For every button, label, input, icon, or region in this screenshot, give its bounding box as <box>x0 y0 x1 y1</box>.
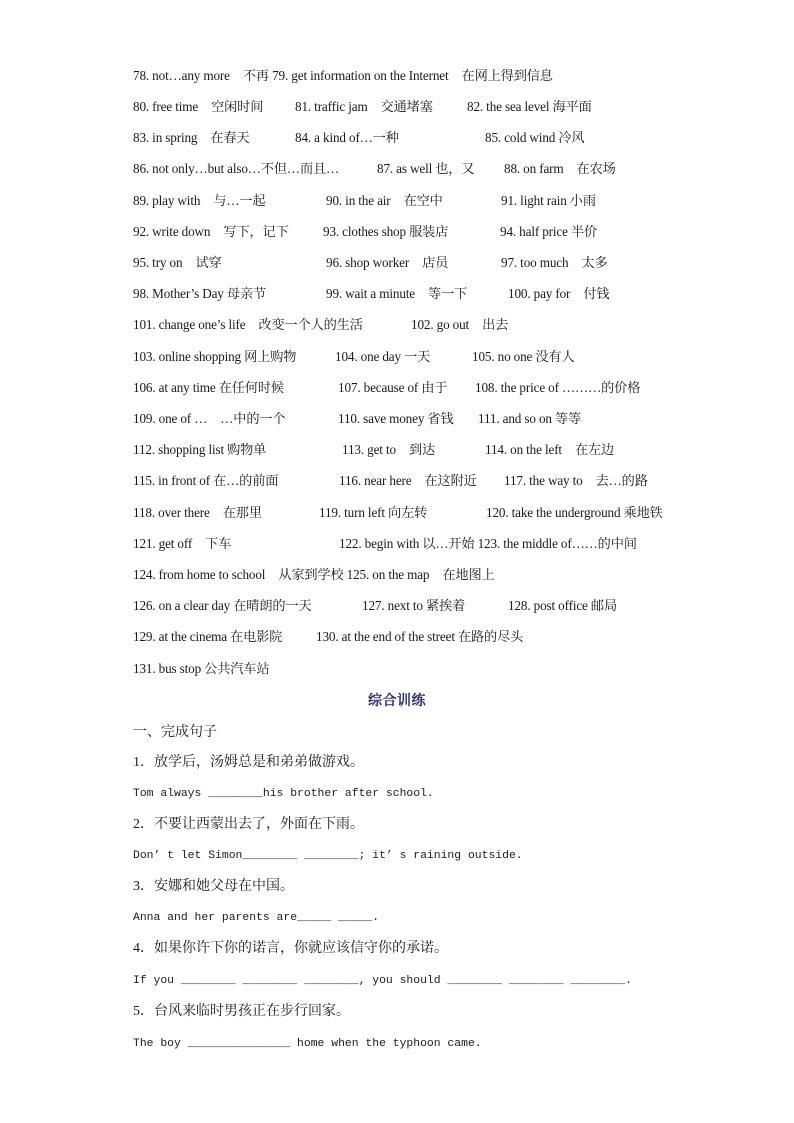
vocab-entry: 92. write down 写下，记下 <box>133 224 289 239</box>
question-english-blank: The boy _______________ home when the typhoon came. <box>133 1038 482 1050</box>
vocab-entry: 120. take the underground 乘地铁 <box>486 505 663 520</box>
vocab-entry: 117. the way to 去…的路 <box>504 473 648 488</box>
vocab-entry: 110. save money 省钱 <box>338 411 454 426</box>
vocab-entry: 78. not…any more 不再 79. get information on the Internet 在网上得到信息 <box>133 68 553 83</box>
vocab-entry: 104. one day 一天 <box>335 349 431 364</box>
vocab-entry: 87. as well 也，又 <box>377 161 475 176</box>
vocab-entry: 122. begin with 以…开始 123. the middle of……的中间 <box>339 536 637 551</box>
vocab-entry: 100. pay for 付钱 <box>508 286 610 301</box>
vocab-entry: 113. get to 到达 <box>342 442 436 457</box>
question-english-blank: Tom always ________his brother after school. <box>133 788 434 800</box>
vocab-entry: 121. get off 下车 <box>133 536 232 551</box>
vocab-entry: 90. in the air 在空中 <box>326 193 443 208</box>
vocab-entry: 82. the sea level 海平面 <box>467 99 592 114</box>
vocab-entry: 105. no one 没有人 <box>472 349 575 364</box>
vocab-entry: 88. on farm 在农场 <box>504 161 616 176</box>
vocab-entry: 128. post office 邮局 <box>508 598 617 613</box>
vocab-entry: 114. on the left 在左边 <box>485 442 615 457</box>
vocab-entry: 98. Mother’s Day 母亲节 <box>133 286 267 301</box>
vocab-entry: 116. near here 在这附近 <box>339 473 477 488</box>
vocab-entry: 107. because of 由于 <box>338 380 448 395</box>
vocab-entry: 106. at any time 在任何时候 <box>133 380 284 395</box>
question-chinese: 5．台风来临时男孩正在步行回家。 <box>133 1004 350 1019</box>
vocab-entry: 89. play with 与…一起 <box>133 193 266 208</box>
vocab-entry: 130. at the end of the street 在路的尽头 <box>316 629 524 644</box>
vocab-entry: 83. in spring 在春天 <box>133 130 250 145</box>
vocab-entry: 127. next to 紧挨着 <box>362 598 466 613</box>
vocab-entry: 91. light rain 小雨 <box>501 193 596 208</box>
vocab-entry: 99. wait a minute 等一下 <box>326 286 468 301</box>
question-chinese: 3．安娜和她父母在中国。 <box>133 879 294 894</box>
vocab-entry: 93. clothes shop 服装店 <box>323 224 449 239</box>
vocab-entry: 129. at the cinema 在电影院 <box>133 629 283 644</box>
vocab-entry: 112. shopping list 购物单 <box>133 442 267 457</box>
vocab-entry: 103. online shopping 网上购物 <box>133 349 297 364</box>
vocab-entry: 94. half price 半价 <box>500 224 598 239</box>
question-chinese: 2．不要让西蒙出去了，外面在下雨。 <box>133 817 364 832</box>
vocab-entry: 95. try on 试穿 <box>133 255 222 270</box>
vocab-entry: 96. shop worker 店员 <box>326 255 449 270</box>
vocab-entry: 119. turn left 向左转 <box>319 505 428 520</box>
vocab-entry: 131. bus stop 公共汽车站 <box>133 661 270 676</box>
vocab-entry: 102. go out 出去 <box>411 317 509 332</box>
vocab-entry: 124. from home to school 从家到学校 125. on the map 在地图上 <box>133 567 495 582</box>
vocab-entry: 115. in front of 在…的前面 <box>133 473 279 488</box>
question-chinese: 1．放学后，汤姆总是和弟弟做游戏。 <box>133 755 364 770</box>
vocab-entry: 111. and so on 等等 <box>478 411 582 426</box>
question-english-blank: Don’ t let Simon________ ________; it’ s raining outside. <box>133 850 523 862</box>
vocab-entry: 108. the price of ………的价格 <box>475 380 641 395</box>
vocab-entry: 81. traffic jam 交通堵塞 <box>295 99 433 114</box>
vocab-entry: 97. too much 太多 <box>501 255 608 270</box>
vocab-entry: 86. not only…but also…不但…而且… <box>133 161 340 176</box>
vocab-entry: 109. one of … …中的一个 <box>133 411 286 426</box>
question-english-blank: If you ________ ________ ________, you should ________ ________ ________. <box>133 975 632 987</box>
vocab-entry: 80. free time 空闲时间 <box>133 99 264 114</box>
vocab-entry: 126. on a clear day 在晴朗的一天 <box>133 598 312 613</box>
vocab-entry: 84. a kind of…一种 <box>295 130 399 145</box>
vocab-entry: 85. cold wind 冷风 <box>485 130 585 145</box>
question-english-blank: Anna and her parents are_____ _____. <box>133 912 380 924</box>
section-heading: 一、完成句子 <box>133 725 217 740</box>
section-title: 综合训练 <box>368 694 426 709</box>
vocab-entry: 118. over there 在那里 <box>133 505 262 520</box>
question-chinese: 4．如果你许下你的诺言，你就应该信守你的承诺。 <box>133 941 448 956</box>
vocab-entry: 101. change one’s life 改变一个人的生活 <box>133 317 363 332</box>
